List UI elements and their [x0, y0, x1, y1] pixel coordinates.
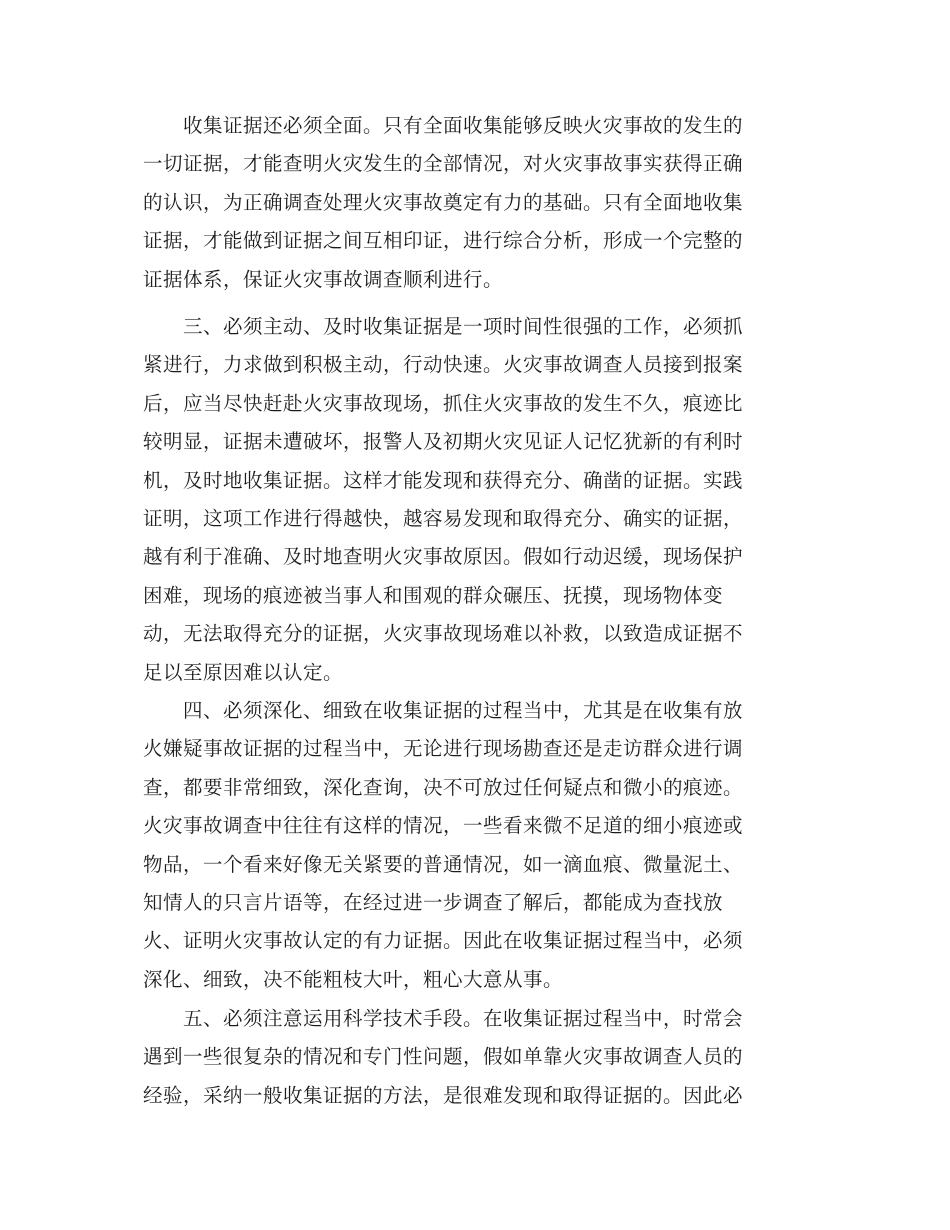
text-line: 紧进行，力求做到积极主动，行动快速。火灾事故调查人员接到报案 — [143, 353, 744, 377]
text-line: 证据体系，保证火灾事故调查顺利进行。 — [143, 267, 504, 291]
text-line: 足以至原因难以认定。 — [143, 660, 344, 684]
text-line: 查，都要非常细致，深化查询，决不可放过任何疑点和微小的痕迹。 — [143, 775, 744, 799]
text-line: 三、必须主动、及时收集证据是一项时间性很强的工作，必须抓 — [143, 315, 744, 338]
text-line: 机，及时地收集证据。这样才能发现和获得充分、确凿的证据。实践 — [143, 468, 744, 492]
text-line: 一切证据，才能查明火灾发生的全部情况，对火灾事故事实获得正确 — [143, 152, 744, 176]
text-line: 火灾事故调查中往往有这样的情况，一些看来微不足道的细小痕迹或 — [143, 814, 744, 838]
text-line: 后，应当尽快赶赴火灾事故现场，抓住火灾事故的发生不久，痕迹比 — [143, 391, 744, 415]
paragraph-evidence-comprehensive — [143, 107, 743, 299]
text-line: 火嫌疑事故证据的过程当中，无论进行现场勘查还是走访群众进行调 — [143, 737, 744, 761]
text-line: 困难，现场的痕迹被当事人和围观的群众碾压、抚摸，现场物体变 — [143, 583, 724, 607]
text-line: 证据，才能做到证据之间互相印证，进行综合分析，形成一个完整的 — [143, 229, 744, 253]
text-line: 深化、细致，决不能粗枝大叶，粗心大意从事。 — [143, 967, 564, 991]
text-line: 动，无法取得充分的证据，火灾事故现场难以补救，以致造成证据不 — [143, 622, 744, 646]
text-line: 四、必须深化、细致在收集证据的过程当中，尤其是在收集有放 — [143, 699, 744, 722]
text-line: 经验，采纳一般收集证据的方法，是很难发现和取得证据的。因此必 — [143, 1083, 744, 1107]
text-line: 越有利于准确、及时地查明火灾事故原因。假如行动迟缓，现场保护 — [143, 545, 744, 569]
text-line: 的认识，为正确调查处理火灾事故奠定有力的基础。只有全面地收集 — [143, 190, 744, 214]
paragraph-section-three — [143, 308, 743, 692]
text-line: 遇到一些很复杂的情况和专门性问题，假如单靠火灾事故调查人员的 — [143, 1045, 744, 1069]
paragraph-section-four — [143, 692, 743, 999]
text-line: 火、证明火灾事故认定的有力证据。因此在收集证据过程当中，必须 — [143, 929, 744, 953]
text-line: 收集证据还必须全面。只有全面收集能够反映火灾事故的发生的 — [143, 114, 744, 137]
text-line: 五、必须注意运用科学技术手段。在收集证据过程当中，时常会 — [143, 1007, 744, 1030]
text-line: 证明，这项工作进行得越快，越容易发现和取得充分、确实的证据， — [143, 506, 744, 530]
text-line: 知情人的只言片语等，在经过进一步调查了解后，都能成为查找放 — [143, 890, 724, 914]
paragraph-section-five — [143, 1000, 743, 1115]
text-line: 较明显，证据未遭破坏，报警人及初期火灾见证人记忆犹新的有利时 — [143, 430, 744, 454]
text-line: 物品，一个看来好像无关紧要的普通情况，如一滴血痕、微量泥土、 — [143, 852, 744, 876]
